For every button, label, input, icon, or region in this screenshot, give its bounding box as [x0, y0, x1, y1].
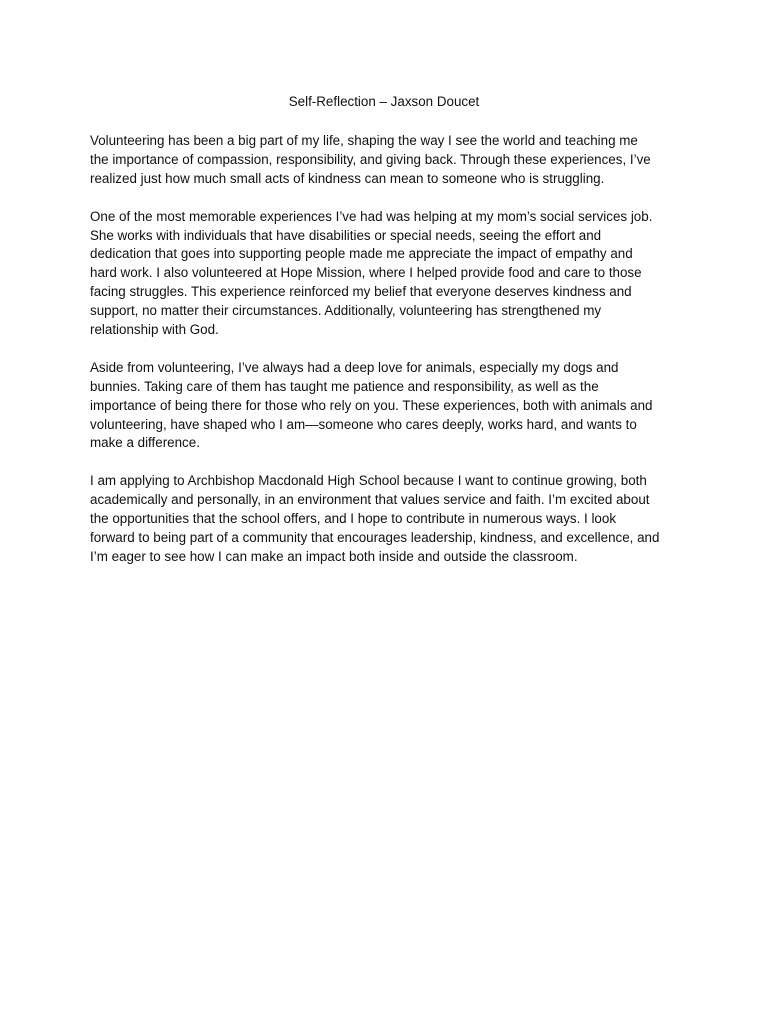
- text-line: One of the most memorable experiences I’ve had was helping at my mom’s social services job.: [90, 208, 653, 224]
- text-line: dedication that goes into supporting people made me appreciate the impact of empathy and: [90, 246, 633, 262]
- paragraph-animals: [90, 359, 678, 454]
- text-line: relationship with God.: [90, 322, 219, 338]
- text-line: academically and personally, in an environment that values service and faith. I’m excited about: [90, 492, 650, 508]
- text-line: facing struggles. This experience reinforced my belief that everyone deserves kindness and: [90, 284, 632, 300]
- text-line: support, no matter their circumstances. Additionally, volunteering has strengthened my: [90, 303, 602, 319]
- text-line: I am applying to Archbishop Macdonald High School because I want to continue growing, both: [90, 473, 647, 489]
- document-title: Self-Reflection – Jaxson Doucet: [288, 94, 480, 109]
- text-line: Aside from volunteering, I’ve always had a deep love for animals, especially my dogs and: [90, 359, 619, 375]
- paragraph-volunteering-intro: [90, 132, 678, 189]
- text-line: bunnies. Taking care of them has taught me patience and responsibility, as well as the: [90, 378, 599, 394]
- text-line: importance of being there for those who rely on you. These experiences, both with animals and: [90, 397, 653, 413]
- paragraph-memorable-experiences: [90, 208, 678, 340]
- text-line: Volunteering has been a big part of my life, shaping the way I see the world and teaching me: [90, 133, 638, 148]
- text-line: volunteering, have shaped who I am—someone who cares deeply, works hard, and wants to: [90, 416, 637, 432]
- text-line: the importance of compassion, responsibility, and giving back. Through these experiences, I’ve: [90, 151, 651, 167]
- text-line: the opportunities that the school offers, and I hope to contribute in numerous ways. I look: [90, 511, 617, 527]
- text-line: make a difference.: [90, 435, 200, 451]
- text-line: forward to being part of a community that encourages leadership, kindness, and excellence, and: [90, 529, 660, 545]
- text-line: realized just how much small acts of kindness can mean to someone who is struggling.: [90, 170, 605, 186]
- text-line: She works with individuals that have disabilities or special needs, seeing the effort and: [90, 227, 602, 243]
- text-line: I’m eager to see how I can make an impact both inside and outside the classroom.: [90, 548, 578, 564]
- paragraph-school-application: [90, 472, 678, 567]
- text-line: hard work. I also volunteered at Hope Mission, where I helped provide food and care to those: [90, 265, 642, 281]
